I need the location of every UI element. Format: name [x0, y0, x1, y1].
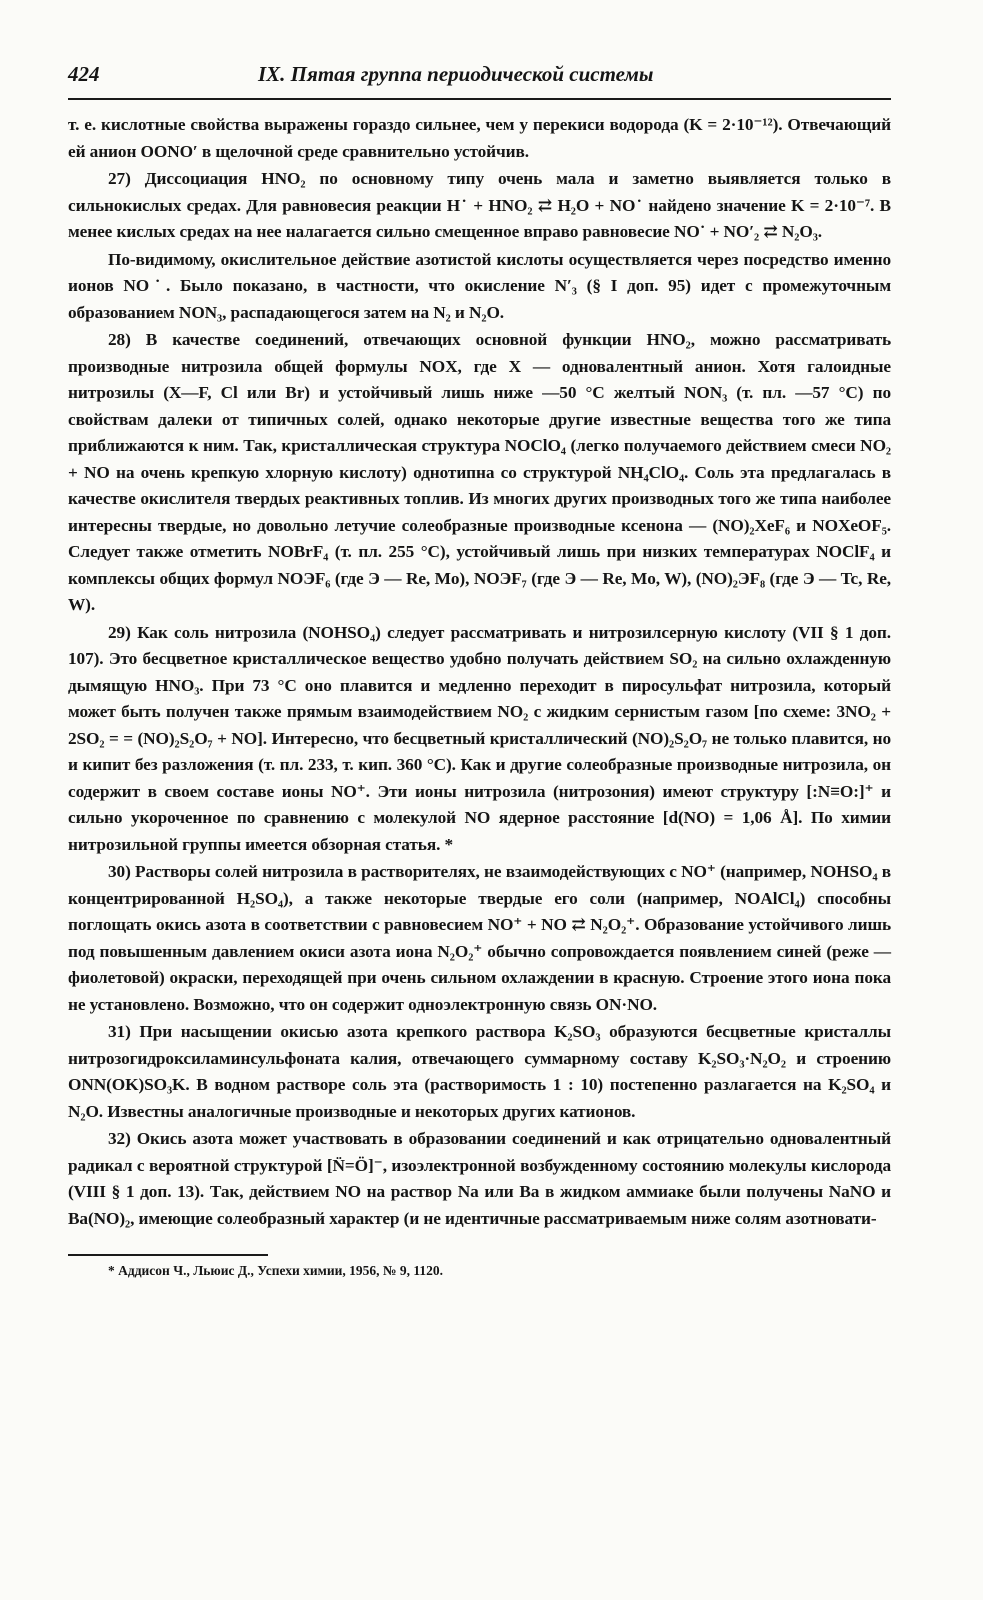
running-title: IX. Пятая группа периодической системы: [258, 62, 654, 86]
paragraph-p30: 30) Растворы солей нитрозила в растворителях, не взаимодействующих с NO⁺ (например, NOHSO₄ в концентрированной H₂SO₄), а также некоторые твердые его соли (например, NOAlCl₄) способны поглощать окись азота в соответствии с равновесием NO⁺ + NO ⇄ N₂O₂⁺. Образование устойчивого лишь под повышенным давлением окиси азота иона N₂O₂⁺ обычно сопровождается появлением синей (реже — фиолетовой) окраски, переходящей при очень сильном охлаждении в красную. Строение этого иона пока не установлено. Возможно, что он содержит одноэлектронную связь ON·NO.: [68, 862, 891, 1014]
paragraph-p31: 31) При насыщении окисью азота крепкого раствора K₂SO₃ образуются бесцветные кристаллы нитрозогидроксиламинсульфоната калия, отвечающего суммарному составу K₂SO₃·N₂O₂ и строению ONN(OK)SO₃K. В водном растворе соль эта (растворимость 1 : 10) постепенно разлагается на K₂SO₄ и N₂O. Известны аналогичные производные и некоторых других катионов.: [68, 1022, 891, 1121]
footnote-divider: [68, 1254, 268, 1256]
paragraph-p32: 32) Окись азота может участвовать в образовании соединений и как отрицательно одновалентный радикал с вероятной структурой [N̈=Ö]⁻, изоэлектронной возбужденному состоянию молекулы кислорода (VIII § 1 доп. 13). Так, действием NO на раствор Na или Ba в жидком аммиаке были получены NaNO и Ba(NO)₂, имеющие солеобразный характер (и не идентичные рассматриваемым ниже солям азотновати-: [68, 1129, 891, 1228]
page-header: [68, 62, 891, 100]
paragraph-p27: 27) Диссоциация HNO₂ по основному типу очень мала и заметно выявляется только в сильнокислых средах. Для равновесия реакции H˙ + HNO₂ ⇄ H₂O + NO˙ найдено значение K = 2·10⁻⁷. В менее кислых средах на нее налагается сильно смещенное вправо равновесие NO˙ + NO′₂ ⇄ N₂O₃.: [68, 169, 891, 241]
footnote: * Аддисон Ч., Льюис Д., Успехи химии, 1956, № 9, 1120.: [108, 1263, 444, 1278]
paragraph-p29: 29) Как соль нитрозила (NOHSO₄) следует рассматривать и нитрозилсерную кислоту (VII § 1 доп. 107). Это бесцветное кристаллическое вещество удобно получать действием SO₂ на сильно охлажденную дымящую HNO₃. При 73 °C оно плавится и медленно переходит в пиросульфат нитрозила, который может быть получен также прямым взаимодействием NO₂ с жидким сернистым газом [по схеме: 3NO₂ + 2SO₂ = = (NO)₂S₂O₇ + NO]. Интересно, что бесцветный кристаллический (NO)₂S₂O₇ не только плавится, но и кипит без разложения (т. пл. 233, т. кип. 360 °C). Как и другие солеобразные производные нитрозила, он содержит в своем составе ионы NO⁺. Эти ионы нитрозила (нитрозония) имеют структуру [:N≡O:]⁺ и сильно укороченное по сравнению с молекулой NO ядерное расстояние [d(NO) = 1,06 Å]. По химии нитрозильной группы имеется обзорная статья. *: [68, 622, 891, 854]
paragraph-p27b: По-видимому, окислительное действие азотистой кислоты осуществляется через посредство именно ионов NO˙. Было показано, в частности, что окисление N′₃ (§ I доп. 95) идет с промежуточным образованием NON₃, распадающегося затем на N₂ и N₂O.: [68, 249, 891, 322]
paragraph-p28: 28) В качестве соединений, отвечающих основной функции HNO₂, можно рассматривать производные нитрозила общей формулы NOX, где X — одновалентный анион. Хотя галоидные нитрозилы (X—F, Cl или Br) и устойчивый лишь ниже —50 °C желтый NON₃ (т. пл. —57 °C) по свойствам далеки от типичных солей, однако некоторые другие известные вещества того же типа приближаются к ним. Так, кристаллическая структура NOClO₄ (легко получаемого действием смеси NO₂ + NO на очень крепкую хлорную кислоту) однотипна со структурой NH₄ClO₄. Соль эта предлагалась в качестве окислителя твердых реактивных топлив. Из многих других производных того же типа наиболее интересны твердые, но довольно летучие солеобразные производные ксенона — (NO)₂XeF₆ и NOXeOF₅. Следует также отметить NOBrF₄ (т. пл. 255 °C), устойчивый лишь при низких температурах NOClF₄ и комплексы общих формул NOЭF₆ (где Э — Re, Mo), NOЭF₇ (где Э — Re, Mo, W), (NO)₂ЭF₈ (где Э — Tc, Re, W).: [68, 330, 891, 614]
page-number: 424: [68, 62, 100, 86]
paragraph-p0: т. е. кислотные свойства выражены гораздо сильнее, чем у перекиси водорода (K = 2·10⁻¹²). Отвечающий ей анион OONO′ в щелочной среде сравнительно устойчив.: [68, 115, 891, 161]
main-text: [68, 112, 891, 1232]
